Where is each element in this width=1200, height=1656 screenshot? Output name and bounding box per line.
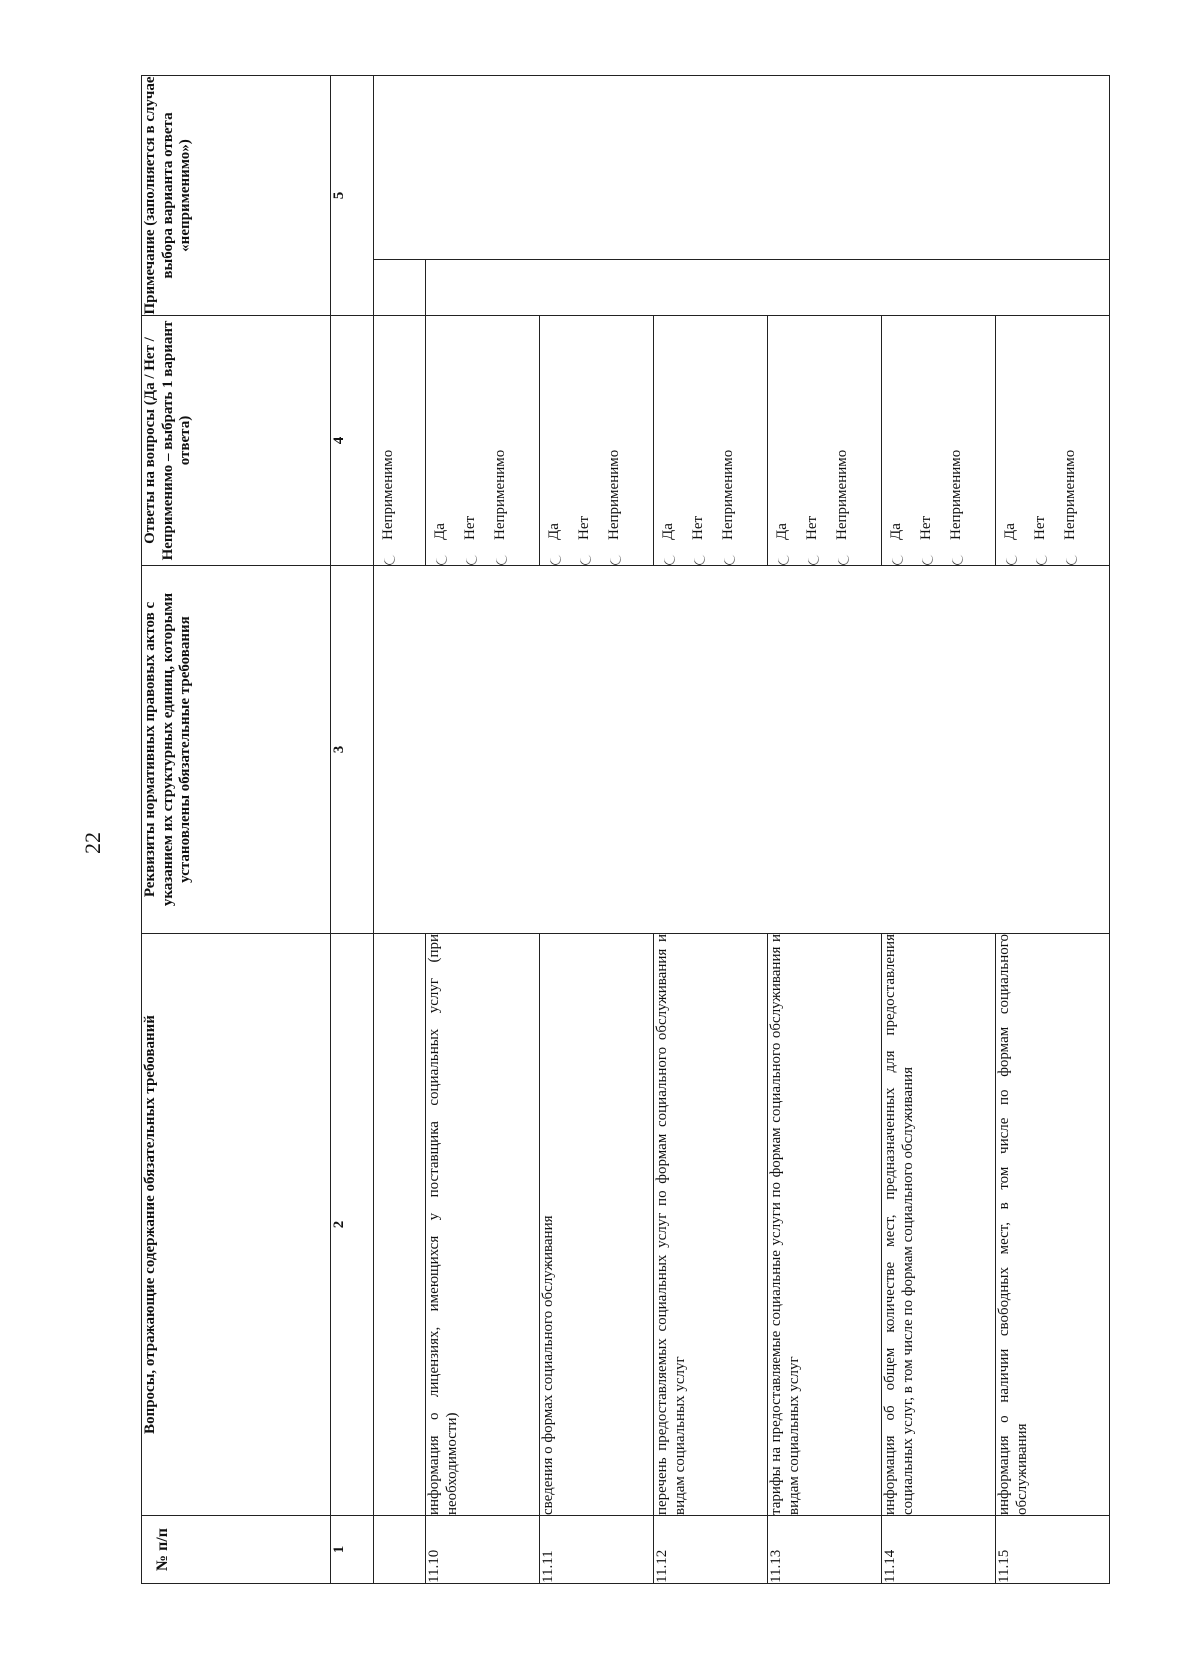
note-cell[interactable]: [426, 260, 1110, 316]
header-answers: Ответы на вопросы (Да / Нет / Неприменимо – выбрать 1 вариант ответа): [142, 316, 331, 566]
column-number-row: [331, 76, 374, 1584]
option-yes[interactable]: Да: [654, 316, 684, 565]
column-number: 1: [331, 1516, 374, 1584]
radio-icon[interactable]: [890, 552, 905, 567]
row-number: 11.14: [882, 1516, 996, 1584]
radio-icon[interactable]: [662, 552, 677, 567]
option-yes[interactable]: Да: [768, 316, 798, 565]
row-number: 11.11: [540, 1516, 654, 1584]
answer-cell: [654, 316, 768, 566]
radio-icon[interactable]: [1034, 552, 1049, 567]
option-no[interactable]: Нет: [912, 316, 942, 565]
header-row: [142, 76, 331, 1584]
option-not-applicable[interactable]: Неприменимо: [600, 316, 630, 565]
radio-icon[interactable]: [722, 552, 737, 567]
question-text: информация о наличии свободных мест, в том числе по формам социального обслуживания: [996, 934, 1110, 1516]
radio-icon[interactable]: [464, 552, 479, 567]
option-yes[interactable]: Да: [882, 316, 912, 565]
note-cell[interactable]: [374, 76, 1110, 260]
row-number: 11.13: [768, 1516, 882, 1584]
radio-icon[interactable]: [692, 552, 707, 567]
option-yes[interactable]: Да: [996, 316, 1026, 565]
radio-icon[interactable]: [920, 552, 935, 567]
question-text: тарифы на предоставляемые социальные услуги по формам социального обслуживания и видам социальных услуг: [768, 934, 882, 1516]
radio-icon[interactable]: [548, 552, 563, 567]
note-cell[interactable]: [374, 260, 426, 316]
option-not-applicable[interactable]: Неприменимо: [1056, 316, 1086, 565]
radio-icon[interactable]: [382, 552, 397, 567]
checklist-page: [141, 76, 1091, 1584]
row-number: 11.12: [654, 1516, 768, 1584]
radio-icon[interactable]: [950, 552, 965, 567]
radio-icon[interactable]: [434, 552, 449, 567]
question-text: информация о лицензиях, имеющихся у поставщика социальных услуг (при необходимости): [426, 934, 540, 1516]
radio-icon[interactable]: [608, 552, 623, 567]
column-number: 5: [331, 76, 374, 316]
answer-cell: [426, 316, 540, 566]
column-number: 3: [331, 566, 374, 934]
question-text: сведения о формах социального обслуживания: [540, 934, 654, 1516]
row-number-cell: [374, 1516, 426, 1584]
option-no[interactable]: Нет: [570, 316, 600, 565]
question-text: перечень предоставляемых социальных услуг по формам социального обслуживания и видам социальных услуг: [654, 934, 768, 1516]
option-yes[interactable]: Да: [426, 316, 456, 565]
question-text: информация об общем количестве мест, предназначенных для предоставления социальных услуг, в том числе по формам социального обслуживания: [882, 934, 996, 1516]
answer-cell: [882, 316, 996, 566]
option-no[interactable]: Нет: [684, 316, 714, 565]
radio-icon[interactable]: [494, 552, 509, 567]
option-no[interactable]: Нет: [1026, 316, 1056, 565]
row-number: 11.10: [426, 1516, 540, 1584]
answer-cell: [996, 316, 1110, 566]
option-not-applicable[interactable]: Неприменимо: [828, 316, 858, 565]
row-number: 11.15: [996, 1516, 1110, 1584]
continuation-row: [374, 76, 426, 1584]
question-cell: [374, 934, 426, 1516]
option-no[interactable]: Нет: [798, 316, 828, 565]
option-not-applicable[interactable]: Неприменимо: [486, 316, 516, 565]
radio-icon[interactable]: [1004, 552, 1019, 567]
option-not-applicable[interactable]: Неприменимо: [942, 316, 972, 565]
radio-icon[interactable]: [776, 552, 791, 567]
answer-cell: [768, 316, 882, 566]
option-yes[interactable]: Да: [540, 316, 570, 565]
radio-icon[interactable]: [806, 552, 821, 567]
header-number: № п/п: [142, 1516, 331, 1584]
radio-icon[interactable]: [578, 552, 593, 567]
radio-icon[interactable]: [1064, 552, 1079, 567]
legal-acts-cell: [374, 566, 1110, 934]
option-not-applicable[interactable]: Неприменимо: [714, 316, 744, 565]
header-legal-acts: Реквизиты нормативных правовых актов с указанием их структурных единиц, которыми установлены обязательные требования: [142, 566, 331, 934]
radio-icon[interactable]: [836, 552, 851, 567]
option-not-applicable[interactable]: Неприменимо: [374, 316, 404, 565]
requirements-table: [141, 75, 1110, 1584]
header-notes: Примечание (заполняется в случае выбора варианта ответа «неприменимо»): [142, 76, 331, 316]
header-questions: Вопросы, отражающие содержание обязательных требований: [142, 934, 331, 1516]
answer-cell: [374, 316, 426, 566]
column-number: 2: [331, 934, 374, 1516]
option-no[interactable]: Нет: [456, 316, 486, 565]
column-number: 4: [331, 316, 374, 566]
page-number: 22: [80, 832, 105, 854]
answer-cell: [540, 316, 654, 566]
